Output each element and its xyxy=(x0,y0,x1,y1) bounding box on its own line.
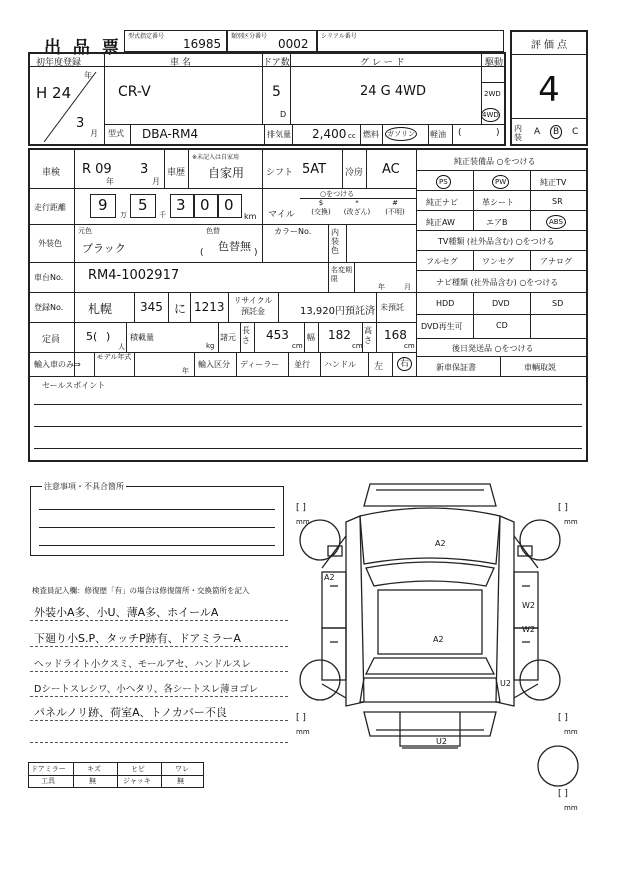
length-value: 453 xyxy=(266,328,289,342)
interior-color-label: 内装色 xyxy=(331,228,339,255)
first-reg-year-unit: 年 xyxy=(84,71,92,80)
navi-cd: CD xyxy=(496,321,508,330)
car-name-label: 車 名 xyxy=(170,58,191,68)
notes-box xyxy=(30,486,284,556)
missing-table xyxy=(28,762,204,788)
color-paren-close: ) xyxy=(254,248,258,258)
doors-d: D xyxy=(280,110,287,119)
doors-value: 5 xyxy=(272,84,281,100)
equip-airbag: エアB xyxy=(486,218,508,227)
name-change-month: 月 xyxy=(404,283,411,291)
import-label: 輸入車のみ⇒ xyxy=(34,360,81,369)
name-change-year: 年 xyxy=(378,283,385,291)
equip-sr: SR xyxy=(552,197,563,206)
vehicle-basic-block xyxy=(28,52,506,146)
interior-a: A xyxy=(534,127,541,137)
car-damage-diagram xyxy=(290,476,620,812)
handle-label: ハンドル xyxy=(324,360,356,369)
drive-label: 駆動 xyxy=(485,58,504,68)
equip-leather: 革シート xyxy=(482,198,514,207)
serial-label: シリアル番号 xyxy=(321,33,357,40)
shaken-year: R 09 xyxy=(82,162,112,177)
later-manual: 車輌取説 xyxy=(524,363,556,372)
mm-rl: mm xyxy=(296,728,310,736)
displacement-label: 排気量 xyxy=(267,130,291,139)
import-class-label: 輸入区分 xyxy=(198,360,230,369)
mile-exchange: $ (交換) xyxy=(311,199,331,216)
orig-color-value: ブラック xyxy=(82,242,126,255)
equip-pw: PW xyxy=(492,175,509,189)
grade-value: 24 G 4WD xyxy=(360,84,427,99)
width-label: 幅 xyxy=(307,333,315,342)
later-warranty: 新車保証書 xyxy=(436,363,476,372)
name-change-label: 名変期限 xyxy=(331,266,352,283)
height-cm: cm xyxy=(404,342,415,350)
drive-2wd: 2WD xyxy=(484,90,501,98)
equip-navi: 純正ナビ xyxy=(426,198,458,207)
fuel-bracket: ( xyxy=(458,128,462,138)
shaken-month-unit: 月 xyxy=(152,177,160,186)
mm-rr: mm xyxy=(564,728,578,736)
mileage-digit-2: 5 xyxy=(138,196,148,214)
equip-aw: 純正AW xyxy=(426,218,455,227)
mm-fl: mm xyxy=(296,518,310,526)
load-unit: kg xyxy=(206,342,215,350)
interior-c: C xyxy=(572,127,579,137)
model-no-label: 型式指定番号 xyxy=(128,33,165,40)
color-change-value: 色替無 xyxy=(218,240,251,253)
category-label: 類別区分番号 xyxy=(231,33,268,40)
first-reg-month-unit: 月 xyxy=(90,129,98,138)
missing-h2: キズ xyxy=(87,765,101,773)
shaken-month: 3 xyxy=(140,162,149,177)
navi-hdd: HDD xyxy=(436,299,455,308)
mileage-digit-1: 9 xyxy=(98,196,108,214)
mileage-unit: km xyxy=(244,212,257,221)
reg-city: 札幌 xyxy=(88,302,113,316)
notes-label: 注意事項・不具合箇所 xyxy=(44,482,124,491)
mileage-man-unit: 万 xyxy=(120,211,127,219)
mark-right-front-door: W2 xyxy=(522,601,535,610)
svg-text:[ ]: [ ] xyxy=(558,789,568,799)
model-year-label: モデル年式 xyxy=(96,353,132,361)
svg-text:[ ]: [ ] xyxy=(296,713,306,723)
capacity-label: 定員 xyxy=(42,335,61,345)
handle-right: 右 xyxy=(397,357,412,371)
category-value: 0002 xyxy=(278,37,309,51)
car-name-value: CR-V xyxy=(118,84,151,100)
interior-label: 内装 xyxy=(514,124,522,142)
model-label: 型式 xyxy=(108,129,124,138)
model-value: DBA-RM4 xyxy=(142,127,199,141)
usage-note: ※未記入は自家用 xyxy=(192,154,240,161)
dealer-label: ディーラー xyxy=(240,360,280,369)
sales-point-label: セールスポイント xyxy=(42,381,106,390)
drive-4wd: 4WD xyxy=(481,108,500,122)
mile-mark-note: ○をつける xyxy=(320,190,355,198)
first-reg-label: 初年度登録 xyxy=(36,58,82,68)
tv-title: TV種類 (社外品含む) ○をつける xyxy=(438,237,555,246)
first-reg-month: 3 xyxy=(76,116,85,131)
color-label: 外装色 xyxy=(38,239,62,248)
equip-abs: ABS xyxy=(546,215,566,229)
color-paren-open: ( xyxy=(200,248,204,258)
chassis-label: 車台No. xyxy=(34,273,64,282)
displacement-unit: cc xyxy=(348,132,356,140)
form-title: 出 品 票 xyxy=(44,38,122,58)
missing-r2: 無 xyxy=(89,777,96,785)
note-line-5: パネルノリ跡、荷室A、トノカバー不良 xyxy=(34,706,227,719)
parallel-label: 並行 xyxy=(294,360,310,369)
displacement-value: 2,400 xyxy=(312,127,347,141)
navi-sd: SD xyxy=(552,299,564,308)
inspector-label: 検査員記入欄：修復歴「有」の場合は修復箇所・交換箇所を記入 xyxy=(32,586,250,595)
color-no-label: カラーNo. xyxy=(274,227,312,236)
mile-unknown: # (不明) xyxy=(385,199,405,216)
reg-class: 345 xyxy=(140,300,163,314)
mile-altered: * (改ざん) xyxy=(343,199,371,216)
note-line-1: 外装小A多、小U、薄A多、ホイールA xyxy=(34,606,219,619)
reg-label: 登録No. xyxy=(34,303,64,312)
model-year-unit: 年 xyxy=(182,367,189,375)
mileage-digit-4: 0 xyxy=(200,196,210,214)
mark-hood: A2 xyxy=(435,539,446,548)
reg-kana: に xyxy=(174,302,187,316)
svg-text:[ ]: [ ] xyxy=(558,503,568,513)
cooler-label: 冷房 xyxy=(345,168,364,178)
navi-dvd-play: DVD再生可 xyxy=(421,322,463,331)
model-no-box xyxy=(124,30,227,52)
mark-roof: A2 xyxy=(433,635,444,644)
mileage-digit-3: 3 xyxy=(176,196,186,214)
equipment-title: 純正装備品 ○をつける xyxy=(454,157,536,166)
doors-label: ドア数 xyxy=(263,58,290,68)
fuel-label: 燃料 xyxy=(363,130,379,139)
navi-title: ナビ種類 (社外品含む) ○をつける xyxy=(436,278,559,287)
width-value: 182 xyxy=(328,328,351,342)
height-value: 168 xyxy=(384,328,407,342)
model-no-value: 16985 xyxy=(183,37,222,51)
mark-right-rear-door: W2 xyxy=(522,625,535,634)
note-line-3: ヘッドライト小クスミ、モールアセ、ハンドルスレ xyxy=(34,659,251,670)
missing-h4: ワレ xyxy=(175,765,189,773)
shaken-label: 車検 xyxy=(42,168,61,178)
category-box xyxy=(227,30,317,52)
svg-text:[ ]: [ ] xyxy=(296,503,306,513)
mm-fr: mm xyxy=(564,518,578,526)
length-label: 長さ xyxy=(242,326,250,345)
fuel-gasoline: ガソリン xyxy=(385,127,417,141)
grade-label: グ レ ー ド xyxy=(360,58,405,68)
tv-fullseg: フルセグ xyxy=(426,257,458,266)
mileage-digit-5: 0 xyxy=(224,196,234,214)
missing-r4: 無 xyxy=(177,777,184,785)
width-cm: cm xyxy=(352,342,363,350)
mm-spare: mm xyxy=(564,804,578,812)
recycle-no: 未預託 xyxy=(380,303,404,312)
capacity-unit: 人 xyxy=(118,343,125,351)
length-cm: cm xyxy=(292,342,303,350)
load-label: 積載量 xyxy=(130,333,154,342)
orig-color-label: 元色 xyxy=(78,227,92,235)
equip-tv: 純正TV xyxy=(540,178,567,187)
reg-number: 1213 xyxy=(194,300,225,314)
missing-h1: ドアミラー xyxy=(31,765,66,773)
chassis-value: RM4-1002917 xyxy=(88,268,180,283)
recycle-value: 13,920円預託済 xyxy=(300,306,375,317)
recycle-label: リサイクル預託金 xyxy=(233,296,273,316)
cooler-value: AC xyxy=(382,162,400,177)
mileage-label: 走行距離 xyxy=(34,203,66,212)
missing-r1: 工具 xyxy=(41,777,55,785)
first-reg-era: H 24 xyxy=(36,84,72,102)
color-code-label: 色替 xyxy=(206,227,220,235)
fuel-bracket-close: ) xyxy=(496,128,500,138)
fuel-diesel: 軽油 xyxy=(430,130,446,139)
height-label: 高さ xyxy=(364,326,372,345)
capacity-close: ) xyxy=(106,330,111,343)
mileage-sen-unit: 千 xyxy=(159,211,166,219)
serial-box xyxy=(317,30,504,52)
size-label: 諸元 xyxy=(220,333,236,342)
later-title: 後日発送品 ○をつける xyxy=(452,344,534,353)
capacity-value: 5( xyxy=(86,330,98,343)
score-label: 評 価 点 xyxy=(530,40,568,51)
navi-dvd: DVD xyxy=(492,299,510,308)
tv-analog: アナログ xyxy=(540,257,572,266)
score-value: 4 xyxy=(538,70,560,110)
usage-value: 自家用 xyxy=(208,166,245,180)
svg-text:[ ]: [ ] xyxy=(558,713,568,723)
usage-label: 車歴 xyxy=(167,168,186,178)
mile-label: マイル xyxy=(268,210,295,220)
inspection-block xyxy=(28,148,588,462)
score-box xyxy=(510,30,588,146)
handle-left: 左 xyxy=(374,362,384,372)
interior-b: B xyxy=(550,125,562,139)
note-line-4: Dシートスレシワ、小ヘタリ、各シートスレ薄ヨゴレ xyxy=(34,684,259,695)
mark-rear-bumper: U2 xyxy=(436,737,447,746)
mark-left-front: A2 xyxy=(324,573,335,582)
tv-oneseg: ワンセグ xyxy=(482,257,514,266)
shift-value: 5AT xyxy=(302,162,327,177)
mark-rear-right: U2 xyxy=(500,679,511,688)
missing-h3: ヒビ xyxy=(131,765,145,773)
shaken-year-unit: 年 xyxy=(106,177,114,186)
missing-r3: ジャッキ xyxy=(123,777,151,785)
equip-ps: PS xyxy=(436,175,451,189)
note-line-2: 下廻り小S.P、タッチP跡有、ドアミラーA xyxy=(34,632,241,645)
shift-label: シフト xyxy=(266,168,294,178)
